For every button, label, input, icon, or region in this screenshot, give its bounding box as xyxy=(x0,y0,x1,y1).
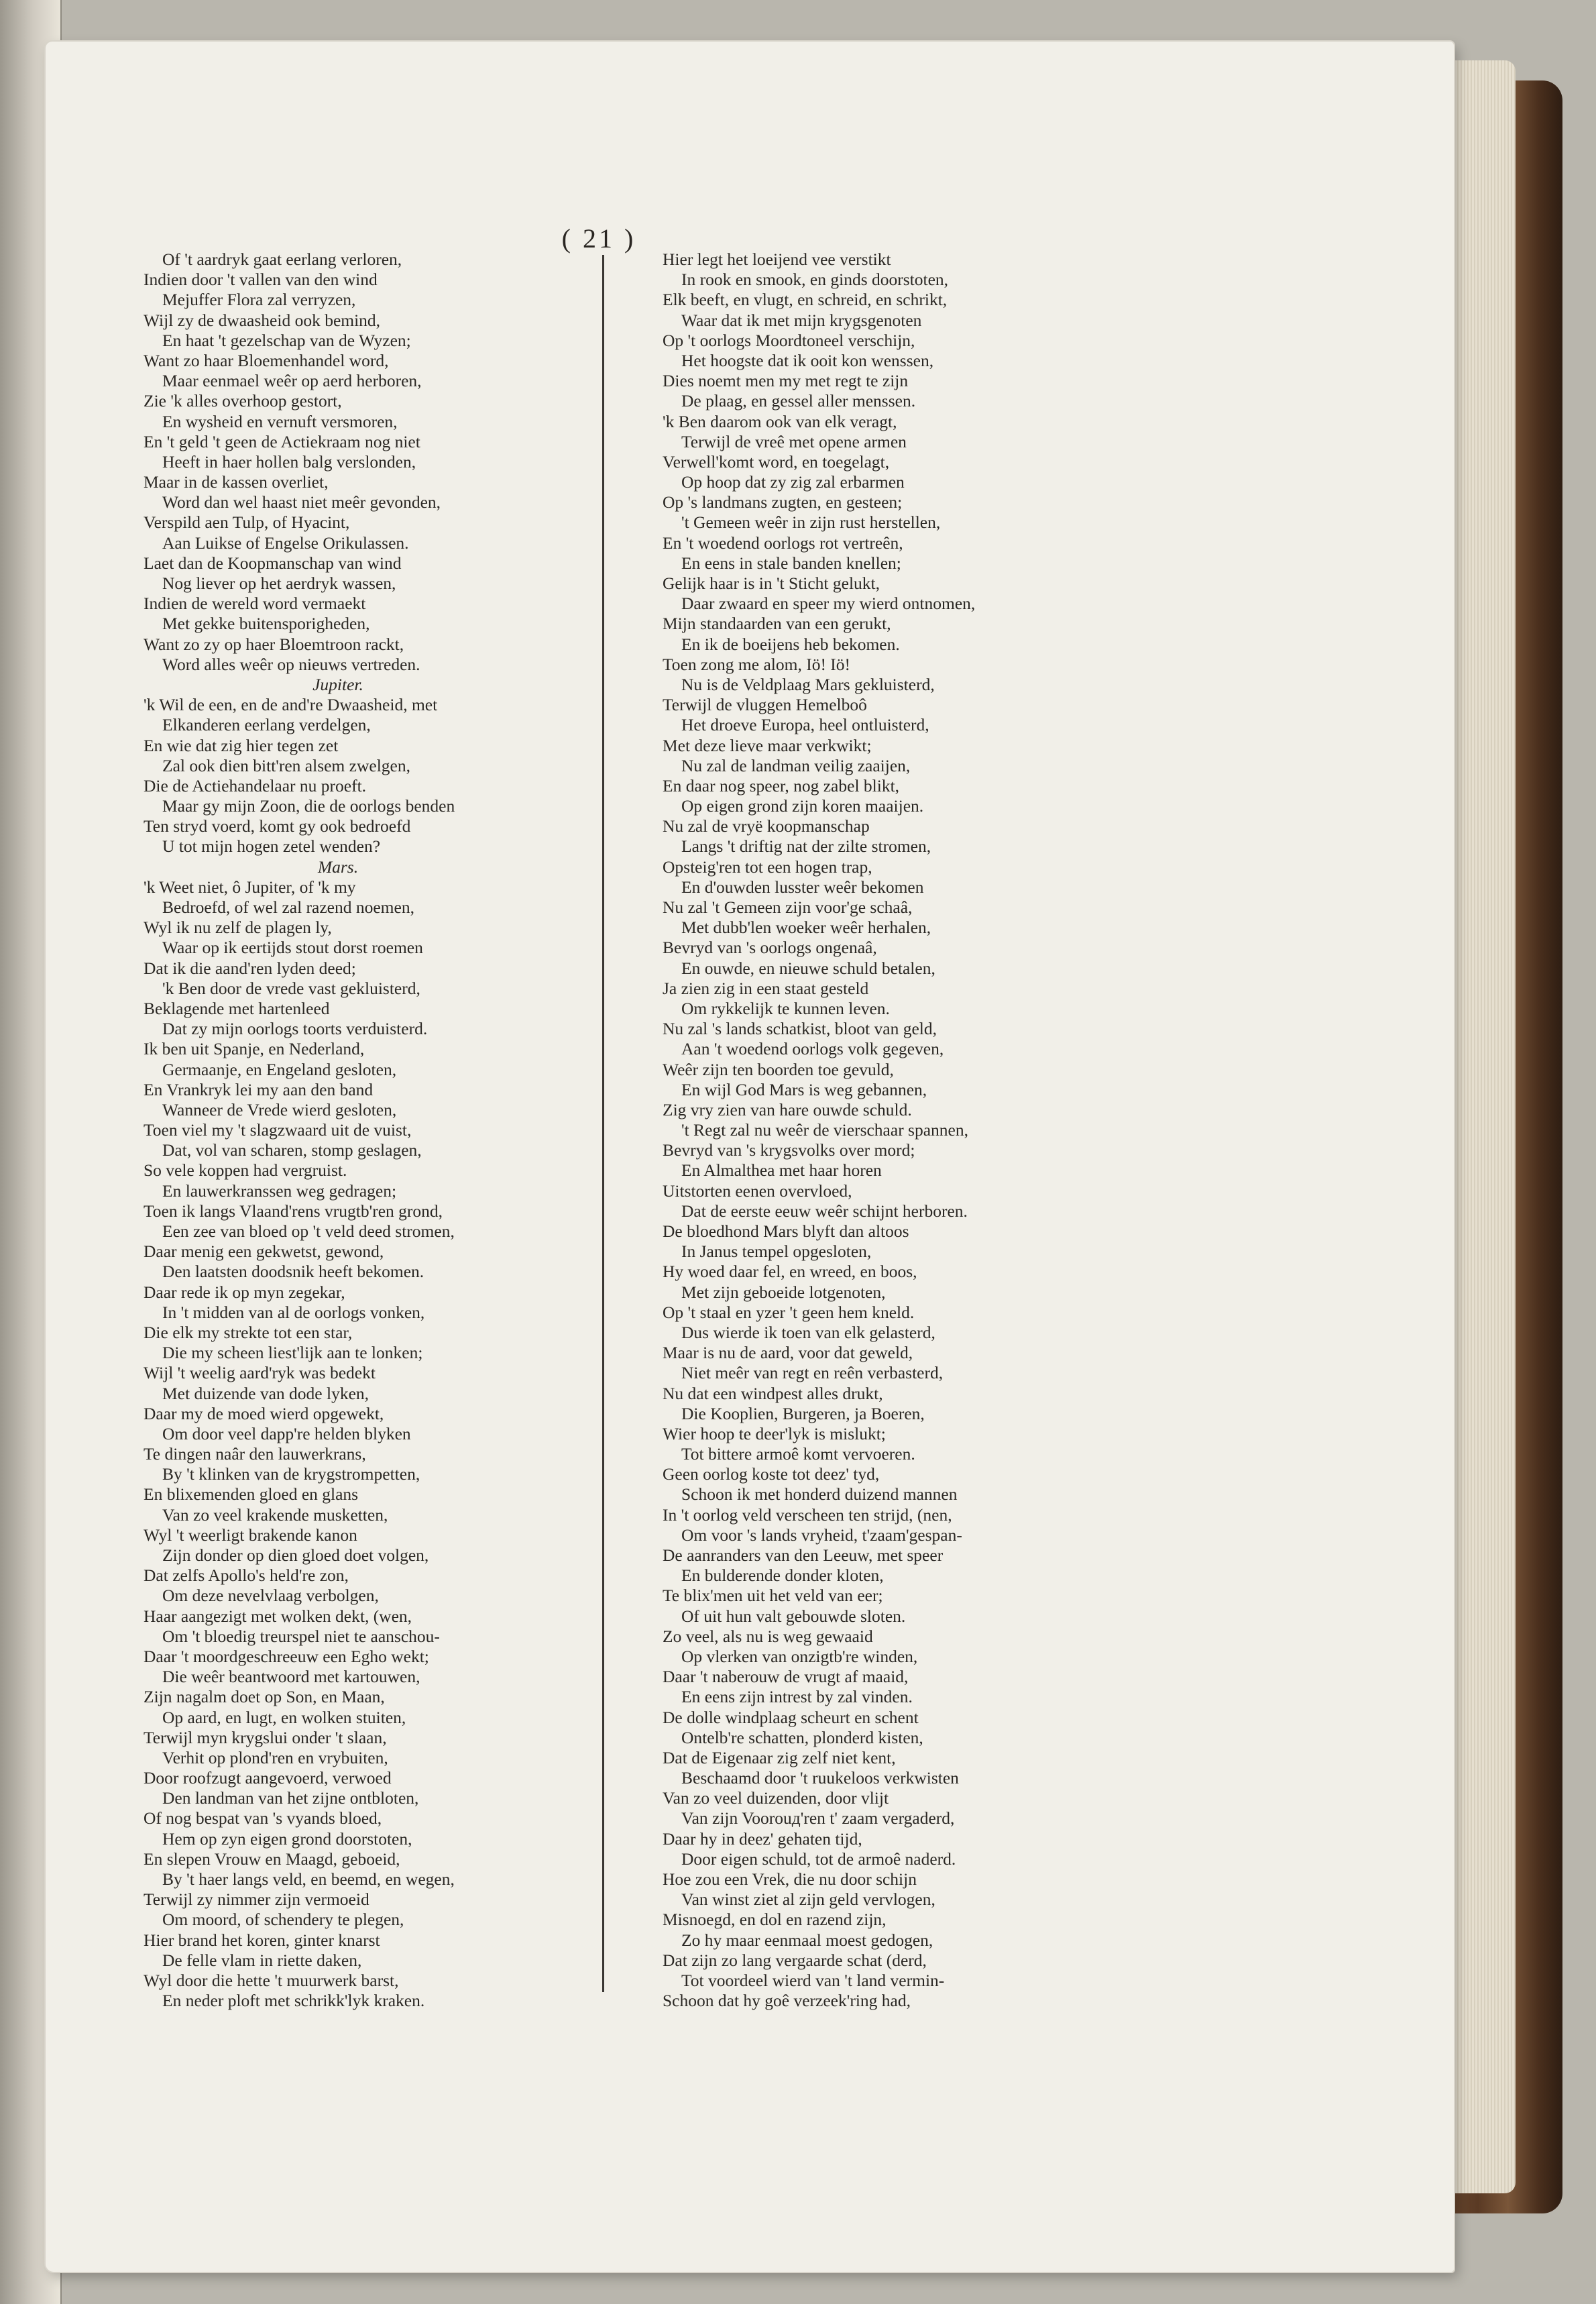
verse-line: En haat 't gezelschap van de Wyzen; xyxy=(162,330,411,350)
page-number: ( 21 ) xyxy=(561,223,636,254)
verse-line: Met gekke buitensporigheden, xyxy=(162,614,370,634)
verse-line: Wyl 't weerligt brakende kanon xyxy=(144,1525,357,1545)
verse-line: Heeft in haer hollen balg verslonden, xyxy=(162,451,416,472)
verse-line: En wijl God Mars is weg gebannen, xyxy=(681,1079,927,1099)
verse-line: Hy woed daar fel, en wreed, en boos, xyxy=(663,1262,917,1282)
verse-line: Dies noemt men my met regt te zijn xyxy=(663,371,909,391)
verse-line: Maar eenmael weêr op aerd herboren, xyxy=(162,371,422,391)
verse-line: Daar menig een gekwetst, gewond, xyxy=(144,1242,384,1262)
verse-line: Dat de eerste eeuw weêr schijnt herboren. xyxy=(681,1201,968,1221)
verse-line: Om rykkelijk te kunnen leven. xyxy=(681,998,890,1018)
verse-line: Tot bittere armoê komt vervoeren. xyxy=(681,1444,915,1464)
verse-line: En wie dat zig hier tegen zet xyxy=(144,735,339,755)
verse-line: Wanneer de Vrede wierd gesloten, xyxy=(162,1099,397,1119)
verse-line: In 't midden van al de oorlogs vonken, xyxy=(162,1302,425,1322)
verse-line: Verhit op plond'ren en vrybuiten, xyxy=(162,1747,388,1767)
verse-line: Toen viel my 't slagzwaard uit de vuist, xyxy=(144,1120,412,1140)
verse-line: Toen ik langs Vlaand'rens vrugtb'ren grond, xyxy=(144,1201,443,1221)
verse-line: Schoon dat hy goê verzeek'ring had, xyxy=(663,1991,911,2011)
verse-line: Die de Actiehandelaar nu proeft. xyxy=(144,775,367,796)
verse-line: Ten stryd voerd, komt gy ook bedroefd xyxy=(144,816,411,836)
verse-line: Of uit hun valt gebouwde sloten. xyxy=(681,1606,906,1626)
verse-line: Ja zien zig in een staat gesteld xyxy=(663,978,869,998)
verse-line: Word dan wel haast niet meêr gevonden, xyxy=(162,492,441,512)
verse-line: Om 't bloedig treurspel niet te aanschou- xyxy=(162,1626,440,1646)
verse-line: Daar hy in deez' gehaten tijd, xyxy=(663,1828,862,1849)
verse-line: Om door veel dapp're helden blyken xyxy=(162,1423,411,1443)
verse-line: Toen zong me alom, Iö! Iö! xyxy=(663,654,851,674)
verse-line: Van zo veel duizenden, door vlijt xyxy=(663,1788,889,1808)
verse-line: En ouwde, en nieuwe schuld betalen, xyxy=(681,958,935,978)
verse-line: Den laatsten doodsnik heeft bekomen. xyxy=(162,1262,424,1282)
verse-line: Indien de wereld word vermaekt xyxy=(144,594,366,614)
verse-line: Verwell'komt word, en toegelagt, xyxy=(663,451,890,472)
verse-line: Zie 'k alles overhoop gestort, xyxy=(144,391,342,411)
verse-line: Hier legt het loeijend vee verstikt xyxy=(663,250,891,269)
verse-line: Van zijn Voorouд'ren t' zaam vergaderd, xyxy=(681,1808,955,1828)
verse-line: Waar op ik eertijds stout dorst roemen xyxy=(162,938,423,958)
verse-line: Zo hy maar eenmaal moest gedogen, xyxy=(681,1930,933,1950)
verse-line: Wijl 't weelig aard'ryk was bedekt xyxy=(144,1363,376,1383)
verse-line: Door eigen schuld, tot de armoê naderd. xyxy=(681,1849,956,1869)
verse-line: Geen oorlog koste tot deez' tyd, xyxy=(663,1464,880,1484)
verse-line: Daar my de moed wierd opgewekt, xyxy=(144,1403,384,1423)
verse-line: Om moord, of schendery te plegen, xyxy=(162,1910,404,1930)
verse-line: Aan Luikse of Engelse Orikulassen. xyxy=(162,533,409,553)
verse-line: Wyl ik nu zelf de plagen ly, xyxy=(144,918,332,938)
verse-line: Met duizende van dode lyken, xyxy=(162,1383,369,1403)
verse-line: 't Gemeen weêr in zijn rust herstellen, xyxy=(681,512,941,533)
verse-line: Waar dat ik met mijn krygsgenoten xyxy=(681,310,922,330)
verse-line: Schoon ik met honderd duizend mannen xyxy=(681,1484,958,1504)
verse-line: Dus wierde ik toen van elk gelasterd, xyxy=(681,1322,935,1342)
verse-line: En bulderende donder kloten, xyxy=(681,1566,884,1586)
verse-line: Daar rede ik op myn zegekar, xyxy=(144,1282,345,1302)
verse-line: Elk beeft, en vlugt, en schreid, en schrikt, xyxy=(663,290,948,310)
verse-line: De felle vlam in riette daken, xyxy=(162,1950,362,1970)
verse-line: De dolle windplaag scheurt en schent xyxy=(663,1707,919,1727)
verse-line: Dat zijn zo lang vergaarde schat (derd, xyxy=(663,1950,927,1970)
verse-line: Dat ik die aand'ren lyden deed; xyxy=(144,958,356,978)
verse-line: Aan 't woedend oorlogs volk gegeven, xyxy=(681,1039,944,1059)
verse-line: Een zee van bloed op 't veld deed stromen, xyxy=(162,1221,455,1241)
verse-line: Te blix'men uit het veld van eer; xyxy=(663,1586,883,1606)
verse-line: Niet meêr van regt en reên verbasterd, xyxy=(681,1363,944,1383)
right-column xyxy=(663,250,1065,2011)
verse-line: Wier hoop te deer'lyk is mislukt; xyxy=(663,1423,886,1443)
verse-line: Met zijn geboeide lotgenoten, xyxy=(681,1282,886,1302)
verse-line: En daar nog speer, nog zabel blikt, xyxy=(663,775,900,796)
verse-line: Laet dan de Koopmanschap van wind xyxy=(144,553,402,573)
verse-line: Nu zal 's lands schatkist, bloot van geld, xyxy=(663,1019,937,1039)
verse-line: Het hoogste dat ik ooit kon wenssen, xyxy=(681,350,934,370)
verse-line: Van zo veel krakende musketten, xyxy=(162,1504,388,1525)
verse-line: Terwijl myn krygslui onder 't slaan, xyxy=(144,1727,387,1747)
verse-line: Zal ook dien bitt'ren alsem zwelgen, xyxy=(162,755,410,775)
verse-line: Ontelb're schatten, plonderd kisten, xyxy=(681,1727,923,1747)
verse-line: Bevryd van 's krygsvolks over mord; xyxy=(663,1140,915,1160)
verse-line: Of nog bespat van 's vyands bloed, xyxy=(144,1808,382,1828)
verse-line: Die Kooplien, Burgeren, ja Boeren, xyxy=(681,1403,925,1423)
verse-line: Door roofzugt aangevoerd, verwoed xyxy=(144,1768,392,1788)
verse-line: En eens in stale banden knellen; xyxy=(681,553,901,573)
verse-line: By 't haer langs veld, en beemd, en wegen, xyxy=(162,1869,455,1889)
verse-line: Beschaamd door 't ruukeloos verkwisten xyxy=(681,1768,959,1788)
verse-line: 't Regt zal nu weêr de vierschaar spannen, xyxy=(681,1120,968,1140)
verse-line: Maar gy mijn Zoon, die de oorlogs benden xyxy=(162,796,455,816)
verse-line: Indien door 't vallen van den wind xyxy=(144,270,378,290)
verse-line: En blixemenden gloed en glans xyxy=(144,1484,359,1504)
column-divider xyxy=(602,255,604,1992)
verse-line: Met deze lieve maar verkwikt; xyxy=(663,735,872,755)
verse-line: Met dubb'len woeker weêr herhalen, xyxy=(681,918,931,938)
verse-line: In 't oorlog veld verscheen ten strijd, (nen, xyxy=(663,1504,952,1525)
verse-line: En slepen Vrouw en Maagd, geboeid, xyxy=(144,1849,400,1869)
verse-line: Of 't aardryk gaat eerlang verloren, xyxy=(162,250,402,269)
verse-line: Mejuffer Flora zal verryzen, xyxy=(162,290,356,310)
verse-line: Word alles weêr op nieuws vertreden. xyxy=(162,654,420,674)
verse-line: Hoe zou een Vrek, die nu door schijn xyxy=(663,1869,917,1889)
verse-line: Op 't staal en yzer 't geen hem kneld. xyxy=(663,1302,915,1322)
verse-line: Terwijl de vreê met opene armen xyxy=(681,431,907,451)
verse-line: In rook en smook, en ginds doorstoten, xyxy=(681,270,949,290)
verse-line: Dat zelfs Apollo's held're zon, xyxy=(144,1566,349,1586)
verse-line: Nu zal de landman veilig zaaijen, xyxy=(681,755,911,775)
verse-line: Mijn standaarden van een gerukt, xyxy=(663,614,891,634)
verse-line: 'k Ben daarom ook van elk veragt, xyxy=(663,411,897,431)
verse-line: Hem op zyn eigen grond doorstoten, xyxy=(162,1828,412,1849)
verse-line: Haar aangezigt met wolken dekt, (wen, xyxy=(144,1606,412,1626)
verse-line: Ik ben uit Spanje, en Nederland, xyxy=(144,1039,365,1059)
verse-line: En lauwerkranssen weg gedragen; xyxy=(162,1181,397,1201)
verse-line: En d'ouwden lusster weêr bekomen xyxy=(681,877,924,897)
verse-line: Te dingen naâr den lauwerkrans, xyxy=(144,1444,366,1464)
verse-line: Daar 't moordgeschreeuw een Egho wekt; xyxy=(144,1646,429,1666)
verse-line: Verspild aen Tulp, of Hyacint, xyxy=(144,512,350,533)
verse-line: Om deze nevelvlaag verbolgen, xyxy=(162,1586,379,1606)
verse-line: In Janus tempel opgesloten, xyxy=(681,1242,872,1262)
verse-line: Op aard, en lugt, en wolken stuiten, xyxy=(162,1707,406,1727)
verse-line: Nu dat een windpest alles drukt, xyxy=(663,1383,883,1403)
verse-line: Op 't oorlogs Moordtoneel verschijn, xyxy=(663,330,915,350)
verse-line: 'k Weet niet, ô Jupiter, of 'k my xyxy=(144,877,356,897)
verse-line: 'k Ben door de vrede vast gekluisterd, xyxy=(162,978,420,998)
verse-line: Wyl door die hette 't muurwerk barst, xyxy=(144,1970,399,1990)
verse-line: Wijl zy de dwaasheid ook bemind, xyxy=(144,310,381,330)
verse-line: By 't klinken van de krygstrompetten, xyxy=(162,1464,420,1484)
verse-line: Hier brand het koren, ginter knarst xyxy=(144,1930,380,1950)
verse-line: Langs 't driftig nat der zilte stromen, xyxy=(681,836,931,857)
verse-line: Die my scheen liest'lijk aan te lonken; xyxy=(162,1343,423,1363)
verse-line: En Vrankryk lei my aan den band xyxy=(144,1079,374,1099)
verse-line: So vele koppen had vergruist. xyxy=(144,1160,347,1181)
verse-line: Zo veel, als nu is weg gewaaid xyxy=(663,1626,873,1646)
verse-line: Opsteig'ren tot een hogen trap, xyxy=(663,857,872,877)
verse-line: Bedroefd, of wel zal razend noemen, xyxy=(162,897,414,917)
verse-line: Misnoegd, en dol en razend zijn, xyxy=(663,1910,887,1930)
verse-line: En Almalthea met haar horen xyxy=(681,1160,882,1181)
verse-line: U tot mijn hogen zetel wenden? xyxy=(162,836,381,857)
verse-line: En 't woedend oorlogs rot vertreên, xyxy=(663,533,903,553)
verse-line: Nu zal de vryë koopmanschap xyxy=(663,816,870,836)
verse-line: Dat de Eigenaar zig zelf niet kent, xyxy=(663,1747,896,1767)
verse-line: Maar is nu de aard, voor dat geweld, xyxy=(663,1343,913,1363)
verse-line: Van winst ziet al zijn geld vervlogen, xyxy=(681,1889,935,1910)
verse-line: Den landman van het zijne ontbloten, xyxy=(162,1788,419,1808)
verse-line: Weêr zijn ten boorden toe gevuld, xyxy=(663,1059,894,1079)
verse-line: En wysheid en vernuft versmoren, xyxy=(162,411,398,431)
verse-line: Op 's landmans zugten, en gesteen; xyxy=(663,492,903,512)
verse-line: Terwijl zy nimmer zijn vermoeid xyxy=(144,1889,369,1910)
verse-line: Terwijl de vluggen Hemelboô xyxy=(663,695,867,715)
verse-line: Bevryd van 's oorlogs ongenaâ, xyxy=(663,938,877,958)
verse-line: Op hoop dat zy zig zal erbarmen xyxy=(681,472,905,492)
verse-line: 'k Wil de een, en de and're Dwaasheid, met xyxy=(144,695,438,715)
speaker-name: Mars. xyxy=(317,857,359,877)
verse-line: En ik de boeijens heb bekomen. xyxy=(681,634,900,654)
verse-line: Op vlerken van onzigtb're winden, xyxy=(681,1646,918,1666)
verse-line: Uitstorten eenen overvloed, xyxy=(663,1181,852,1201)
verse-line: Op eigen grond zijn koren maaijen. xyxy=(681,796,924,816)
verse-line: Gelijk haar is in 't Sticht gelukt, xyxy=(663,573,880,593)
verse-line: En 't geld 't geen de Actiekraam nog niet xyxy=(144,431,420,451)
verse-line: Want zo zy op haer Bloemtroon rackt, xyxy=(144,634,404,654)
verse-line: Beklagende met hartenleed xyxy=(144,998,330,1018)
verse-line: Maar in de kassen overliet, xyxy=(144,472,329,492)
verse-line: Nu zal 't Gemeen zijn voor'ge schaâ, xyxy=(663,897,913,917)
verse-line: Want zo haar Bloemenhandel word, xyxy=(144,350,389,370)
verse-line: Zig vry zien van hare ouwde schuld. xyxy=(663,1099,912,1119)
verse-line: De bloedhond Mars blyft dan altoos xyxy=(663,1221,909,1241)
verse-line: Nog liever op het aerdryk wassen, xyxy=(162,573,396,593)
verse-line: Tot voordeel wierd van 't land vermin- xyxy=(681,1970,945,1990)
verse-line: Daar 't naberouw de vrugt af maaid, xyxy=(663,1667,909,1687)
verse-line: Dat zy mijn oorlogs toorts verduisterd. xyxy=(162,1019,428,1039)
verse-line: Die elk my strekte tot een star, xyxy=(144,1322,353,1342)
verse-line: De aanranders van den Leeuw, met speer xyxy=(663,1545,944,1565)
verse-line: Nu is de Veldplaag Mars gekluisterd, xyxy=(681,674,935,694)
verse-line: Die weêr beantwoord met kartouwen, xyxy=(162,1667,420,1687)
left-column xyxy=(144,250,532,2011)
verse-line: De plaag, en gessel aller menssen. xyxy=(681,391,916,411)
verse-line: Om voor 's lands vryheid, t'zaam'gespan- xyxy=(681,1525,962,1545)
verse-line: Elkanderen eerlang verdelgen, xyxy=(162,715,371,735)
verse-line: Zijn donder op dien gloed doet volgen, xyxy=(162,1545,429,1565)
verse-line: Het droeve Europa, heel ontluisterd, xyxy=(681,715,929,735)
verse-line: En neder ploft met schrikk'lyk kraken. xyxy=(162,1991,425,2011)
verse-line: Dat, vol van scharen, stomp geslagen, xyxy=(162,1140,422,1160)
verse-line: Zijn nagalm doet op Son, en Maan, xyxy=(144,1687,385,1707)
verse-line: Germaanje, en Engeland gesloten, xyxy=(162,1059,397,1079)
verse-line: Daar zwaard en speer my wierd ontnomen, xyxy=(681,594,976,614)
speaker-name: Jupiter. xyxy=(312,674,363,694)
verse-line: En eens zijn intrest by zal vinden. xyxy=(681,1687,913,1707)
